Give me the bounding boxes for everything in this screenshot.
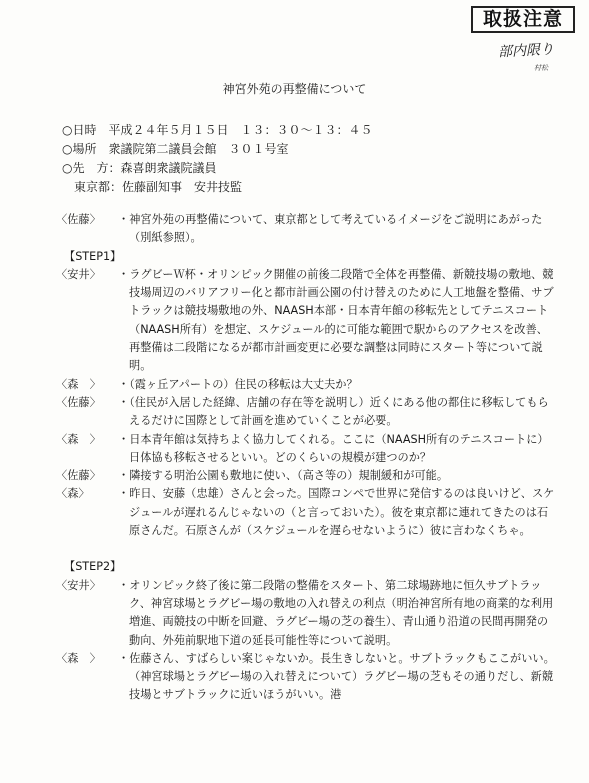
speaker-label: 〈森 〉 bbox=[56, 651, 101, 665]
meeting-place: ○場所 衆議院第二議員会館 ３０１号室 bbox=[62, 142, 289, 156]
minutes-entry bbox=[56, 211, 556, 248]
speaker-label: 〈森 〉 bbox=[56, 377, 101, 391]
meeting-minutes bbox=[56, 211, 556, 705]
minutes-entry bbox=[56, 394, 556, 431]
meeting-visitee: ○先 方：森喜朗衆議院議員 bbox=[62, 161, 217, 175]
minutes-entry bbox=[56, 650, 556, 705]
speaker-label: 〈佐藤〉 bbox=[56, 213, 101, 226]
meeting-datetime: ○日時 平成２４年５月１５日 １３：３０～１３：４５ bbox=[62, 123, 373, 137]
statement-text: ・佐藤さん、すばらしい案じゃないか。長生きしないと。サブトラックもここがいい。（神宮球場とラグビー場の入れ替えについて）ラグビー場の芝もその通りだし、新競技場とサブトラックに近いほうがいい。港 bbox=[118, 651, 555, 702]
speaker-label: 〈安井〉 bbox=[56, 267, 101, 281]
statement-text: ・昨日、安藤（忠雄）さんと会った。国際コンペで世界に発信するのは良いけど、スケジュールが遅れるんじゃないの（と言っておいた）。彼を東京都に連れてきたのは石原さんだ。石原さんが（スケジュールを遅らせないように）彼に言わなくちゃ。 bbox=[118, 487, 555, 538]
statement-text: ・日本青年館は気持ちよく協力してくれる。ここに（NAASH所有のテニスコートに）日体協も移転させるといい。どのくらいの規模が建つのか？ bbox=[118, 432, 549, 464]
step-heading: 【STEP2】 bbox=[64, 560, 122, 574]
document-title: 神宮外苑の再整備について bbox=[222, 82, 367, 96]
statement-text: ・神宮外苑の再整備について、東京都として考えているイメージをご説明にあがった（別紙参照）。 bbox=[118, 213, 543, 245]
minutes-entry bbox=[56, 431, 556, 468]
statement-text: ・オリンピック終了後に第二段階の整備をスタート、第二球場跡地に恒久サブトラック、神宮球場とラグビー場の敷地の入れ替えの利点（明治神宮所有地の商業的な利用増進、両競技の中断を回避、ラグビー場の芝の養生）、青山通り沿道の民間再開発の動向、外苑前駅地下道の延長可能性等について説明。 bbox=[118, 578, 554, 647]
section-gap bbox=[56, 540, 556, 558]
minutes-entry bbox=[56, 485, 556, 540]
speaker-label: 〈森〉 bbox=[56, 487, 90, 501]
handling-caution-stamp: 取扱注意 bbox=[471, 6, 575, 33]
meeting-tokyo-attendees: 東京都：佐藤副知事 安井技監 bbox=[74, 180, 243, 194]
speaker-label: 〈佐藤〉 bbox=[56, 469, 101, 483]
statement-text: ・隣接する明治公園も敷地に使い、（高さ等の）規制緩和が可能。 bbox=[118, 469, 449, 483]
minutes-entry bbox=[56, 467, 556, 485]
step-heading: 【STEP1】 bbox=[64, 249, 122, 263]
speaker-label: 〈森 〉 bbox=[56, 432, 101, 446]
handwritten-initials: 村松 bbox=[534, 64, 548, 72]
statement-text: ・（住民が入居した経緯、店舗の存在等を説明し）近くにある他の都住に移転してもらえるだけに国際として計画を進めていくことが必要。 bbox=[118, 395, 549, 428]
minutes-entry bbox=[56, 376, 556, 394]
minutes-entry bbox=[56, 266, 556, 376]
speaker-label: 〈安井〉 bbox=[56, 578, 101, 592]
minutes-entry bbox=[56, 577, 556, 650]
statement-text: ・ラグビーＷ杯・オリンピック開催の前後二段階で全体を再整備、新競技場の敷地、競技場周辺のバリアフリー化と都市計画公園の付け替えのために人工地盤を整備、サブトラックは競技場敷地の外、NAASH本部・日本青年館の移転先としてテニスコート（NAASH所有）を想定、スケジュール的に可能な範囲で駅からのアクセスを改善、再整備は二段階になるが都市計画変更に必要な調整は同時にスタート等について説明。 bbox=[118, 267, 554, 373]
statement-text: ・（霞ヶ丘アパートの）住民の移転は大丈夫か？ bbox=[118, 377, 358, 391]
speaker-label: 〈佐藤〉 bbox=[56, 395, 101, 409]
handwritten-note: 部内限り bbox=[497, 41, 555, 61]
meeting-details bbox=[62, 121, 372, 197]
